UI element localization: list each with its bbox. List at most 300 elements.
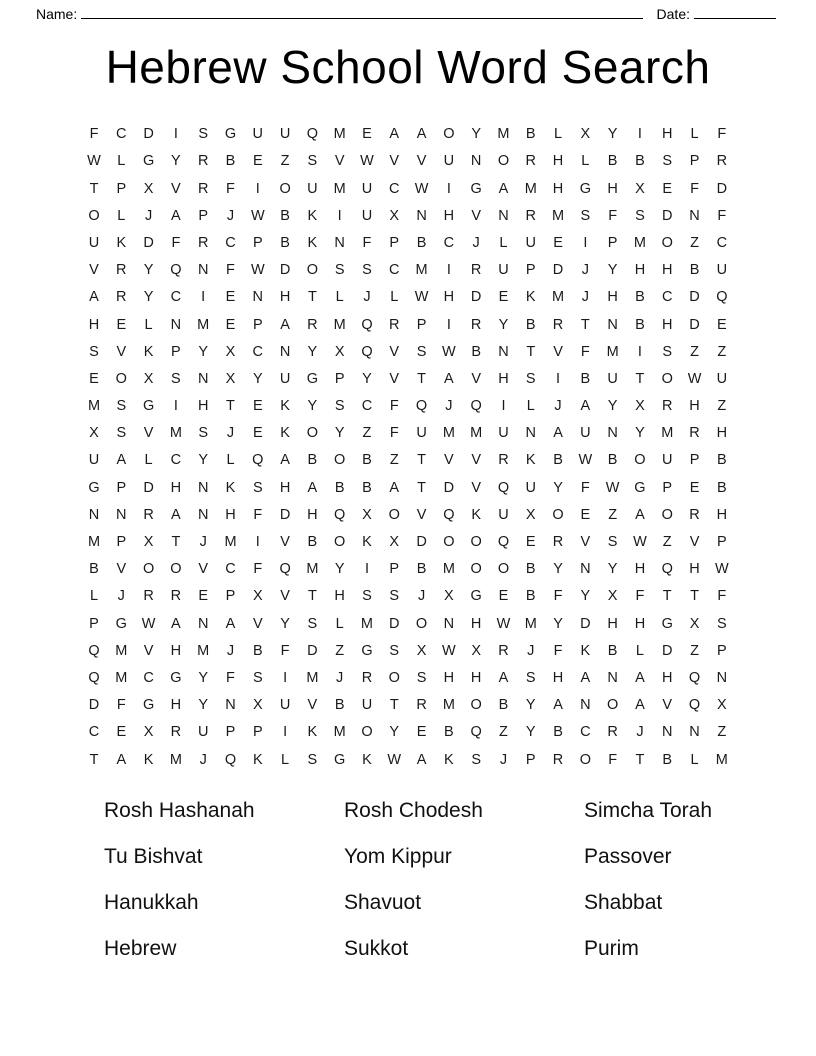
grid-cell: Q: [306, 126, 319, 143]
grid-cell: N: [225, 697, 236, 714]
grid-cell: K: [580, 642, 591, 659]
grid-cell: Y: [607, 398, 618, 415]
grid-cell: D: [689, 289, 700, 306]
grid-cell: X: [143, 534, 154, 550]
grid-cell: A: [580, 669, 591, 686]
grid-cell: T: [635, 751, 645, 768]
grid-cell: O: [443, 126, 455, 143]
grid-cell: J: [226, 425, 235, 442]
grid-cell: T: [417, 370, 426, 387]
grid-cell: X: [580, 126, 591, 143]
grid-cell: U: [279, 370, 291, 387]
grid-cell: V: [116, 343, 127, 360]
grid-cell: U: [498, 262, 509, 279]
grid-cell: N: [498, 207, 509, 224]
grid-cell: J: [336, 669, 344, 686]
grid-cell: V: [471, 452, 481, 469]
grid-cell: P: [252, 234, 263, 251]
grid-cell: Q: [688, 697, 701, 714]
grid-cell: B: [553, 452, 563, 469]
grid-cell: A: [171, 207, 181, 224]
grid-cell: H: [552, 153, 564, 170]
grid-cell: H: [443, 669, 455, 686]
word-list-item: Hebrew: [104, 937, 177, 961]
grid-cell: C: [225, 561, 236, 578]
grid-cell: V: [553, 343, 563, 360]
grid-cell: K: [143, 751, 154, 768]
grid-cell: C: [361, 398, 373, 415]
word-list-item: Shabbat: [584, 891, 663, 915]
grid-cell: D: [143, 234, 154, 251]
grid-cell: M: [442, 561, 455, 578]
grid-cell: N: [607, 669, 618, 686]
grid-cell: E: [252, 425, 263, 442]
grid-cell: B: [525, 561, 536, 578]
grid-cell: D: [307, 642, 318, 659]
grid-cell: A: [171, 615, 181, 632]
grid-row: [82, 637, 734, 664]
grid-cell: M: [333, 724, 346, 741]
grid-cell: L: [635, 642, 644, 659]
grid-cell: B: [607, 642, 618, 659]
grid-cell: I: [255, 180, 260, 197]
grid-cell: G: [170, 669, 182, 686]
grid-cell: I: [337, 207, 342, 224]
grid-cell: W: [250, 262, 265, 279]
grid-cell: J: [499, 751, 508, 768]
grid-cell: Y: [525, 697, 536, 714]
grid-cell: P: [171, 343, 181, 360]
grid-cell: U: [607, 370, 618, 387]
grid-cell: B: [553, 724, 563, 741]
grid-cell: S: [580, 207, 591, 224]
grid-cell: K: [252, 751, 263, 768]
grid-row: [82, 719, 734, 746]
word-list-item: Shavuot: [344, 891, 422, 915]
grid-cell: U: [197, 724, 209, 741]
grid-cell: U: [252, 126, 264, 143]
grid-cell: O: [388, 669, 400, 686]
grid-cell: D: [143, 126, 154, 143]
grid-cell: R: [197, 234, 209, 251]
grid-cell: C: [716, 234, 728, 251]
grid-cell: V: [416, 506, 427, 523]
date-blank-line: [694, 8, 776, 19]
grid-cell: H: [552, 180, 564, 197]
grid-cell: Z: [608, 506, 618, 523]
grid-cell: Z: [690, 343, 699, 360]
grid-cell: A: [389, 126, 400, 143]
grid-cell: W: [442, 642, 456, 659]
grid-cell: M: [87, 398, 101, 415]
grid-cell: N: [470, 153, 482, 170]
grid-cell: X: [225, 370, 236, 387]
grid-cell: A: [89, 289, 99, 306]
grid-cell: S: [389, 588, 400, 605]
grid-cell: K: [280, 425, 290, 442]
grid-cell: K: [307, 207, 318, 224]
grid-cell: W: [414, 180, 429, 197]
grid-cell: O: [88, 207, 100, 224]
grid-cell: K: [116, 234, 127, 251]
grid-cell: M: [197, 316, 210, 333]
grid-cell: H: [689, 398, 700, 415]
grid-cell: Y: [307, 343, 318, 360]
grid-cell: E: [116, 724, 127, 741]
grid-cell: M: [415, 262, 428, 279]
grid-cell: G: [661, 615, 673, 632]
grid-cell: Z: [662, 534, 672, 550]
grid-cell: P: [689, 452, 700, 469]
grid-cell: X: [471, 642, 481, 659]
grid-cell: Y: [334, 561, 345, 578]
grid-cell: T: [526, 343, 536, 360]
grid-cell: B: [89, 561, 99, 578]
grid-cell: W: [633, 534, 647, 550]
word-list-item: Simcha Torah: [584, 799, 713, 823]
grid-cell: G: [142, 398, 155, 415]
grid-row: [82, 556, 734, 583]
grid-cell: U: [88, 452, 100, 469]
grid-cell: B: [280, 207, 290, 224]
grid-cell: H: [661, 316, 673, 333]
grid-cell: F: [253, 506, 263, 523]
grid-cell: P: [225, 724, 236, 741]
grid-row: [82, 175, 734, 202]
grid-cell: H: [443, 289, 455, 306]
grid-cell: P: [116, 534, 127, 550]
grid-row: [82, 583, 734, 610]
grid-cell: R: [552, 534, 564, 550]
grid-cell: Z: [690, 234, 699, 251]
grid-cell: Q: [334, 506, 346, 523]
grid-cell: U: [361, 697, 373, 714]
grid-cell: S: [471, 751, 481, 768]
grid-cell: V: [280, 588, 290, 605]
grid-cell: G: [470, 588, 482, 605]
grid-row: [82, 202, 734, 229]
grid-cell: D: [279, 506, 291, 523]
grid-cell: U: [525, 234, 536, 251]
grid-cell: H: [307, 506, 318, 523]
grid-cell: F: [362, 234, 372, 251]
grid-cell: H: [470, 615, 482, 632]
grid-cell: R: [197, 180, 209, 197]
grid-cell: N: [498, 343, 509, 360]
grid-cell: M: [606, 343, 619, 360]
grid-cell: I: [201, 289, 206, 306]
grid-cell: V: [280, 534, 290, 550]
grid-cell: K: [280, 398, 290, 415]
grid-cell: F: [690, 180, 699, 197]
grid-cell: W: [360, 153, 374, 170]
grid-cell: C: [170, 452, 182, 469]
grid-cell: Z: [717, 398, 727, 415]
grid-cell: R: [525, 207, 536, 224]
grid-cell: L: [226, 452, 235, 469]
grid-cell: Q: [661, 561, 673, 578]
grid-cell: I: [364, 561, 369, 578]
grid-cell: Z: [280, 153, 290, 170]
grid-cell: S: [307, 615, 318, 632]
grid-cell: Z: [389, 452, 399, 469]
grid-cell: O: [334, 534, 346, 550]
grid-cell: V: [389, 370, 400, 387]
grid-cell: Q: [361, 343, 373, 360]
student-info-row: [0, 0, 816, 22]
grid-cell: O: [115, 370, 127, 387]
grid-cell: J: [636, 724, 644, 741]
grid-cell: F: [389, 425, 399, 442]
grid-cell: Y: [334, 425, 345, 442]
grid-cell: T: [662, 588, 672, 605]
grid-cell: Q: [415, 398, 428, 415]
grid-cell: N: [197, 479, 209, 496]
word-list-item: Yom Kippur: [344, 845, 452, 869]
grid-cell: C: [443, 234, 455, 251]
grid-cell: K: [525, 452, 536, 469]
grid-cell: F: [226, 262, 235, 279]
grid-cell: M: [115, 669, 128, 686]
grid-cell: Y: [198, 669, 209, 686]
grid-cell: V: [471, 479, 481, 496]
grid-cell: H: [334, 588, 345, 605]
grid-cell: E: [498, 289, 509, 306]
grid-cell: T: [171, 534, 181, 550]
grid-cell: Z: [335, 642, 345, 659]
grid-cell: W: [414, 289, 429, 306]
grid-cell: O: [470, 534, 482, 550]
grid-cell: K: [307, 234, 318, 251]
grid-cell: A: [307, 479, 318, 496]
grid-cell: Y: [198, 452, 209, 469]
grid-cell: L: [335, 615, 344, 632]
grid-cell: N: [443, 615, 455, 632]
grid-cell: O: [661, 234, 673, 251]
grid-cell: P: [116, 180, 127, 197]
grid-cell: H: [607, 180, 618, 197]
grid-cell: W: [714, 561, 729, 578]
grid-row: [82, 338, 734, 365]
grid-cell: N: [279, 343, 291, 360]
grid-cell: I: [637, 343, 642, 360]
grid-row: [82, 501, 734, 528]
grid-cell: Y: [553, 479, 563, 496]
grid-cell: O: [579, 751, 591, 768]
grid-cell: M: [524, 615, 537, 632]
grid-cell: Z: [499, 724, 508, 741]
grid-cell: H: [552, 669, 564, 686]
grid-cell: U: [661, 452, 673, 469]
grid-cell: S: [198, 126, 209, 143]
grid-cell: W: [496, 615, 511, 632]
grid-cell: Q: [470, 398, 482, 415]
grid-cell: E: [716, 316, 727, 333]
grid-cell: M: [715, 751, 728, 768]
grid-cell: A: [171, 506, 181, 523]
grid-cell: R: [552, 751, 564, 768]
grid-cell: T: [89, 180, 99, 197]
grid-cell: D: [689, 316, 700, 333]
grid-cell: Y: [389, 724, 400, 741]
grid-cell: P: [389, 234, 400, 251]
grid-cell: H: [661, 669, 673, 686]
grid-cell: N: [197, 370, 209, 387]
grid-cell: H: [88, 316, 100, 333]
grid-cell: X: [89, 425, 99, 442]
grid-cell: S: [416, 343, 427, 360]
grid-cell: R: [716, 153, 728, 170]
grid-row: [82, 664, 734, 691]
grid-cell: H: [170, 642, 182, 659]
grid-cell: E: [198, 588, 209, 605]
grid-cell: C: [580, 724, 591, 741]
grid-cell: V: [471, 370, 481, 387]
grid-cell: F: [280, 642, 290, 659]
grid-cell: E: [252, 398, 263, 415]
grid-cell: F: [226, 669, 235, 686]
grid-cell: V: [471, 207, 481, 224]
grid-cell: A: [116, 452, 127, 469]
grid-cell: G: [579, 180, 591, 197]
grid-cell: P: [225, 588, 236, 605]
grid-cell: P: [662, 479, 673, 496]
grid-cell: E: [225, 289, 236, 306]
grid-cell: J: [226, 207, 235, 224]
grid-cell: O: [361, 724, 373, 741]
grid-cell: G: [115, 615, 127, 632]
grid-cell: X: [416, 642, 427, 659]
grid-cell: V: [662, 697, 673, 714]
page-title: Hebrew School Word Search: [105, 41, 711, 93]
grid-cell: K: [471, 506, 481, 523]
grid-cell: T: [417, 479, 426, 496]
grid-cell: S: [416, 669, 427, 686]
grid-cell: V: [389, 153, 400, 170]
grid-cell: M: [169, 425, 182, 442]
grid-cell: P: [252, 724, 263, 741]
grid-cell: P: [689, 153, 700, 170]
grid-cell: B: [416, 561, 427, 578]
grid-cell: S: [116, 425, 127, 442]
grid-cell: D: [389, 615, 400, 632]
grid-cell: V: [143, 425, 154, 442]
grid-cell: V: [143, 642, 154, 659]
grid-cell: J: [226, 642, 235, 659]
grid-cell: V: [444, 452, 454, 469]
grid-cell: M: [524, 180, 537, 197]
grid-cell: S: [307, 751, 318, 768]
grid-cell: C: [116, 126, 127, 143]
grid-cell: X: [143, 370, 154, 387]
grid-cell: V: [307, 697, 318, 714]
grid-cell: P: [525, 751, 536, 768]
grid-cell: S: [525, 370, 536, 387]
grid-cell: X: [607, 588, 618, 605]
grid-cell: R: [389, 316, 400, 333]
grid-cell: C: [252, 343, 264, 360]
grid-cell: N: [607, 316, 618, 333]
grid-cell: Y: [171, 153, 181, 170]
grid-cell: F: [608, 751, 618, 768]
grid-cell: A: [416, 126, 427, 143]
grid-cell: H: [689, 561, 700, 578]
grid-cell: N: [525, 425, 536, 442]
grid-cell: D: [143, 479, 154, 496]
grid-cell: R: [416, 697, 427, 714]
grid-cell: O: [170, 561, 182, 578]
grid-cell: V: [389, 343, 400, 360]
grid-cell: H: [170, 697, 182, 714]
grid-cell: A: [498, 180, 509, 197]
grid-cell: B: [498, 697, 509, 714]
grid-cell: X: [635, 180, 645, 197]
grid-cell: H: [470, 669, 482, 686]
grid-cell: L: [390, 289, 399, 306]
grid-cell: R: [470, 262, 482, 279]
grid-cell: G: [361, 642, 373, 659]
grid-cell: A: [553, 425, 563, 442]
grid-cell: B: [525, 588, 536, 605]
grid-cell: R: [170, 724, 182, 741]
grid-cell: O: [470, 561, 482, 578]
grid-cell: X: [525, 506, 536, 523]
grid-cell: C: [389, 262, 400, 279]
grid-cell: U: [716, 262, 728, 279]
word-list: [58, 799, 758, 961]
grid-cell: N: [689, 207, 700, 224]
grid-cell: I: [556, 370, 561, 387]
grid-cell: R: [689, 506, 700, 523]
grid-cell: Q: [361, 316, 373, 333]
grid-cell: Y: [252, 370, 263, 387]
grid-row: [82, 746, 734, 773]
grid-cell: W: [687, 370, 702, 387]
grid-cell: Z: [362, 425, 372, 442]
grid-cell: B: [635, 153, 645, 170]
grid-cell: P: [252, 316, 263, 333]
grid-cell: O: [415, 615, 428, 632]
grid-cell: J: [472, 234, 480, 251]
grid-cell: Y: [607, 561, 618, 578]
grid-cell: B: [525, 316, 536, 333]
grid-row: [82, 229, 734, 256]
grid-cell: M: [333, 180, 346, 197]
grid-cell: X: [444, 588, 454, 605]
grid-cell: N: [580, 561, 591, 578]
grid-cell: I: [501, 398, 506, 415]
grid-cell: X: [635, 398, 645, 415]
grid-cell: B: [580, 370, 591, 387]
grid-cell: N: [88, 506, 100, 523]
grid-cell: I: [283, 724, 288, 741]
grid-cell: X: [143, 724, 154, 741]
grid-cell: M: [661, 425, 674, 442]
grid-cell: R: [307, 316, 318, 333]
grid-row: [82, 311, 734, 338]
grid-cell: X: [334, 343, 345, 360]
grid-cell: N: [580, 697, 591, 714]
grid-cell: A: [635, 697, 645, 714]
grid-cell: U: [361, 207, 373, 224]
grid-cell: X: [716, 697, 727, 714]
grid-cell: E: [498, 588, 509, 605]
grid-cell: O: [470, 697, 482, 714]
grid-cell: E: [525, 534, 536, 550]
grid-cell: L: [89, 588, 99, 605]
grid-cell: T: [389, 697, 399, 714]
grid-cell: H: [634, 262, 646, 279]
